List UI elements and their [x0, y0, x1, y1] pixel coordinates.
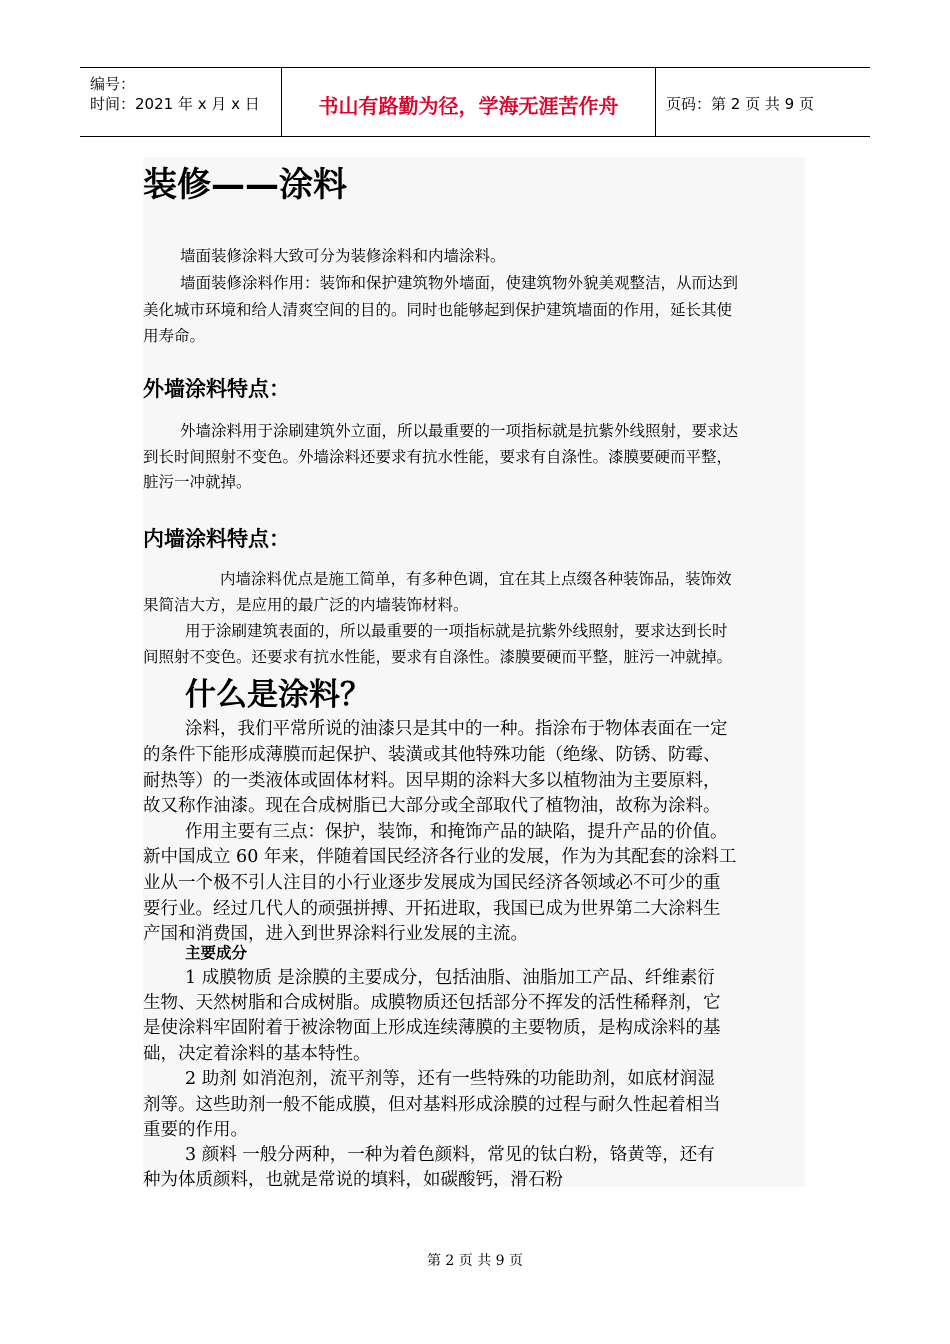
paragraph-line: 到长时间照射不变色。外墙涂料还要求有抗水性能，要求有自涤性。漆膜要硬而平整，	[143, 448, 733, 466]
paragraph-line: 果简洁大方，是应用的最广泛的内墙装饰材料。	[143, 596, 469, 614]
paragraph-line: 美化城市环境和给人清爽空间的目的。同时也能够起到保护建筑墙面的作用，延长其使	[143, 301, 733, 319]
component-line: 2 助剂 如消泡剂，流平剂等，还有一些特殊的功能助剂，如底材润湿	[185, 1069, 715, 1089]
section-title-renovation-coatings: 装修——涂料	[143, 165, 347, 205]
paragraph-line: 产国和消费国，进入到世界涂料行业发展的主流。	[143, 924, 528, 944]
component-line: 种为体质颜料，也就是常说的填料，如碳酸钙，滑石粉	[143, 1170, 563, 1190]
document-number: 编号：	[90, 75, 136, 93]
section-title-interior-coatings: 内墙涂料特点：	[143, 527, 290, 551]
paragraph-line: 故又称作油漆。现在合成树脂已大部分或全部取代了植物油，故称为涂料。	[143, 796, 721, 816]
component-line: 是使涂料牢固附着于被涂物面上形成连续薄膜的主要物质，是构成涂料的基	[143, 1018, 721, 1038]
section-title-what-is-coating: 什么是涂料？	[185, 677, 371, 713]
paragraph-line: 内墙涂料优点是施工简单，有多种色调，宜在其上点缀各种装饰品，装饰效	[220, 570, 732, 588]
paragraph-line: 外墙涂料用于涂刷建筑外立面，所以最重要的一项指标就是抗紫外线照射，要求达	[180, 422, 739, 440]
paragraph-line: 脏污一冲就掉。	[143, 473, 252, 491]
header-page-number: 页码：第 2 页 共 9 页	[666, 94, 814, 113]
paragraph-line: 墙面装修涂料作用：装饰和保护建筑物外墙面，使建筑物外貌美观整洁，从而达到	[180, 274, 739, 292]
component-line: 3 颜料 一般分两种，一种为着色颜料，常见的钛白粉，铬黄等，还有	[185, 1145, 715, 1165]
document-body	[143, 157, 805, 1190]
paragraph-line: 业从一个极不引人注目的小行业逐步发展成为国民经济各领域必不可少的重	[143, 873, 721, 893]
header-meta	[80, 68, 282, 136]
paragraph-line: 用于涂刷建筑表面的，所以最重要的一项指标就是抗紫外线照射，要求达到长时	[185, 622, 728, 640]
subheading-main-components: 主要成分	[185, 944, 248, 962]
paragraph-line: 间照射不变色。还要求有抗水性能，要求有自涤性。漆膜要硬而平整，脏污一冲就掉。	[143, 648, 733, 666]
paragraph-line: 的条件下能形成薄膜而起保护、装潢或其他特殊功能（绝缘、防锈、防霉、	[143, 745, 721, 765]
section-title-exterior-coatings: 外墙涂料特点：	[143, 377, 290, 401]
component-line: 生物、天然树脂和合成树脂。成膜物质还包括部分不挥发的活性稀释剂，它	[143, 993, 721, 1013]
paragraph-line: 墙面装修涂料大致可分为装修涂料和内墙涂料。	[180, 247, 506, 265]
paragraph-line: 新中国成立 60 年来，伴随着国民经济各行业的发展，作为为其配套的涂料工	[143, 847, 737, 867]
paragraph-line: 作用主要有三点：保护，装饰，和掩饰产品的缺陷，提升产品的价值。	[185, 822, 728, 842]
paragraph-line: 涂料，我们平常所说的油漆只是其中的一种。指涂布于物体表面在一定	[185, 719, 728, 739]
page-footer: 第 2 页 共 9 页	[426, 1253, 524, 1269]
header-motto: 书山有路勤为径，学海无涯苦作舟	[282, 68, 656, 136]
component-line: 剂等。这些助剂一般不能成膜，但对基料形成涂膜的过程与耐久性起着相当	[143, 1095, 721, 1115]
page-header	[80, 67, 870, 137]
component-line: 重要的作用。	[143, 1120, 248, 1140]
paragraph-line: 用寿命。	[143, 327, 206, 345]
component-line: 础，决定着涂料的基本特性。	[143, 1044, 371, 1064]
document-date: 时间：2021 年 x 月 x 日	[90, 95, 260, 113]
component-line: 1 成膜物质 是涂膜的主要成分，包括油脂、油脂加工产品、纤维素衍	[185, 968, 715, 988]
paragraph-line: 耐热等）的一类液体或固体材料。因早期的涂料大多以植物油为主要原料，	[143, 771, 721, 791]
paragraph-line: 要行业。经过几代人的顽强拼搏、开拓进取，我国已成为世界第二大涂料生	[143, 899, 721, 919]
